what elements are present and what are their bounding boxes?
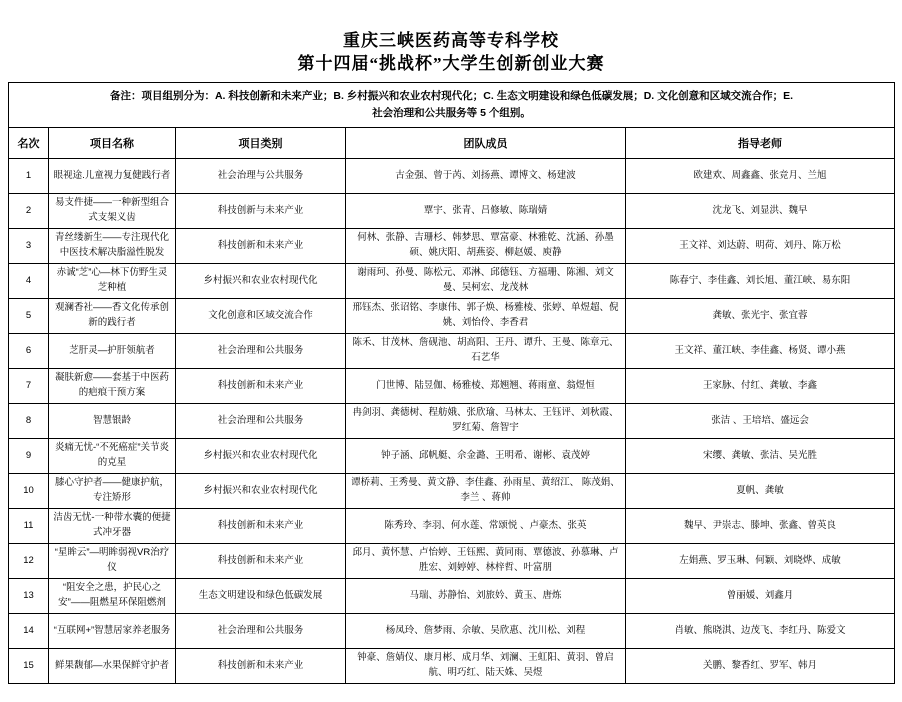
project-name-cell: “互联网+”智慧居家养老服务 [49, 613, 176, 648]
advisors-cell: 曾丽媛、刘鑫月 [626, 578, 895, 613]
title-line-2: 第十四届“挑战杯”大学生创新创业大赛 [297, 53, 605, 73]
note-line-2: 社会治理和公共服务等 5 个组别。 [372, 106, 531, 119]
category-cell: 社会治理和公共服务 [176, 403, 346, 438]
advisors-cell: 夏帆、龚敏 [626, 473, 895, 508]
members-cell: 陈禾、甘茂林、詹砚池、胡高阳、王丹、谭升、王曼、陈章元、石艺华 [346, 333, 626, 368]
members-cell: 钟子涵、邱帆艇、佘金潞、王明希、谢彬、袁茂婷 [346, 438, 626, 473]
project-name-cell: 赤诚“芝”心—林下仿野生灵芝种植 [49, 263, 176, 298]
advisors-cell: 关鹏、黎香红、罗军、韩月 [626, 648, 895, 683]
advisors-cell: 沈龙飞、刘显洪、魏早 [626, 193, 895, 228]
table-row [9, 333, 895, 368]
table-row [9, 298, 895, 333]
rank-cell: 9 [9, 438, 49, 473]
advisors-cell: 张洁 、王培培、盛远会 [626, 403, 895, 438]
category-cell: 科技创新和未来产业 [176, 368, 346, 403]
advisors-cell: 宋缨、龚敏、张洁、吴光胜 [626, 438, 895, 473]
category-cell: 社会治理和公共服务 [176, 333, 346, 368]
table-row [9, 473, 895, 508]
results-table [8, 82, 895, 684]
project-name-cell: 凝肤新愈——套基于中医药的疤痕干预方案 [49, 368, 176, 403]
category-cell: 文化创意和区域交流合作 [176, 298, 346, 333]
category-cell: 生态文明建设和绿色低碳发展 [176, 578, 346, 613]
members-cell: 谢雨珂、孙曼、陈松元、邓淋、邱德钰、方福珊、陈湘、刘文曼、吴柯宏、龙茂林 [346, 263, 626, 298]
column-header-members: 团队成员 [346, 127, 626, 158]
note-cell [9, 82, 895, 127]
rank-cell: 5 [9, 298, 49, 333]
project-name-cell: 眼视途.儿童视力复健践行者 [49, 158, 176, 193]
members-cell: 何林、张静、吉珊杉、韩梦思、覃富豪、林雅乾、沈涵、孙墨硕、姚庆阳、胡燕姿、柳赵媛、庾静 [346, 228, 626, 263]
rank-cell: 11 [9, 508, 49, 543]
column-header-advisors: 指导老师 [626, 127, 895, 158]
advisors-cell: 左娟燕、罗玉琳、何颖、刘晓烨、成敏 [626, 543, 895, 578]
rank-cell: 15 [9, 648, 49, 683]
project-name-cell: 鲜果馥郁—水果保鲜守护者 [49, 648, 176, 683]
table-row [9, 578, 895, 613]
category-cell: 社会治理与公共服务 [176, 158, 346, 193]
project-name-cell: 膝心守护者——健康护航，专注矫形 [49, 473, 176, 508]
rank-cell: 13 [9, 578, 49, 613]
project-name-cell: 洁齿无忧-一种带水囊的便捷式冲牙器 [49, 508, 176, 543]
category-cell: 科技创新和未来产业 [176, 228, 346, 263]
category-cell: 乡村振兴和农业农村现代化 [176, 473, 346, 508]
rank-cell: 3 [9, 228, 49, 263]
category-cell: 科技创新与未来产业 [176, 193, 346, 228]
rank-cell: 7 [9, 368, 49, 403]
results-table-body [9, 158, 895, 683]
project-name-cell: “阻安全之患，护民心之安”——阻燃星环保阻燃剂 [49, 578, 176, 613]
members-cell: 门世博、陆昱伽、杨雅棱、郑翘翘、蒋雨童、翁煜恒 [346, 368, 626, 403]
rank-cell: 2 [9, 193, 49, 228]
rank-cell: 1 [9, 158, 49, 193]
advisors-cell: 肖敏、熊晓淇、边茂飞、李红丹、陈爱文 [626, 613, 895, 648]
project-name-cell: 观澜香社——香文化传承创新的践行者 [49, 298, 176, 333]
members-cell: 邱月、黄怀慧、卢怡婷、王钰熙、黄同雨、覃德波、孙慕琳、卢胜宏、刘婷婷、林梓哲、叶富朋 [346, 543, 626, 578]
table-row [9, 403, 895, 438]
members-cell: 钟豪、詹婧仪、康月彬、成月华、刘澜、王虹阳、黄羽、曾启航、明巧红、陆天姝、吴煜 [346, 648, 626, 683]
column-header-rank: 名次 [9, 127, 49, 158]
category-cell: 科技创新和未来产业 [176, 543, 346, 578]
title-line-1: 重庆三峡医药高等专科学校 [343, 31, 559, 50]
members-cell: 邢钰杰、张诏铭、李康伟、郭子焕、杨雅棱、张婷、单煜超、倪姚、刘怡伶、李香君 [346, 298, 626, 333]
rank-cell: 4 [9, 263, 49, 298]
project-name-cell: 青丝缕新生——专注现代化中医技术解决脂溢性脱发 [49, 228, 176, 263]
rank-cell: 12 [9, 543, 49, 578]
members-cell: 陈秀玲、李羽、何水莲、常颂悦 、卢豪杰、张英 [346, 508, 626, 543]
members-cell: 谭桥莉、王秀曼、黄文静、李佳鑫、孙雨星、黄绍江、 陈茂娟、 李兰 、蒋帅 [346, 473, 626, 508]
project-name-cell: “星眸云”—明眸弱视VR治疗仪 [49, 543, 176, 578]
project-name-cell: 芝肝灵—护肝领航者 [49, 333, 176, 368]
members-cell: 冉剑羽、龚德树、程舫娥、张欣瑜、马林太、王钰评、刘秋霞、罗红菊、詹智宇 [346, 403, 626, 438]
document-title [0, 0, 902, 76]
advisors-cell: 王文祥、刘达蔚、明荷、刘丹、陈万松 [626, 228, 895, 263]
column-header-project-name: 项目名称 [49, 127, 176, 158]
advisors-cell: 欧建欢、周鑫鑫、张竞月、兰旭 [626, 158, 895, 193]
table-row [9, 438, 895, 473]
advisors-cell: 王文祥、董江峡、李佳鑫、杨贤、谭小燕 [626, 333, 895, 368]
table-row [9, 648, 895, 683]
rank-cell: 6 [9, 333, 49, 368]
table-row [9, 613, 895, 648]
members-cell: 覃宇、张青、吕修敏、陈瑞婧 [346, 193, 626, 228]
project-name-cell: 炎痛无忧-“不死癌症”关节炎的克星 [49, 438, 176, 473]
rank-cell: 10 [9, 473, 49, 508]
table-row [9, 263, 895, 298]
note-row [9, 82, 895, 127]
table-row [9, 158, 895, 193]
rank-cell: 8 [9, 403, 49, 438]
project-name-cell: 智慧银龄 [49, 403, 176, 438]
advisors-cell: 陈春宁、李佳鑫、刘长旭、董江峡、易东阳 [626, 263, 895, 298]
table-header-row [9, 127, 895, 158]
column-header-category: 项目类别 [176, 127, 346, 158]
table-row [9, 508, 895, 543]
advisors-cell: 魏早、尹崇志、滕坤、张鑫、曾英良 [626, 508, 895, 543]
advisors-cell: 王家脉、付红、龚敏、李鑫 [626, 368, 895, 403]
category-cell: 科技创新和未来产业 [176, 508, 346, 543]
project-name-cell: 易支件捷——一种新型组合式支架义齿 [49, 193, 176, 228]
category-cell: 乡村振兴和农业农村现代化 [176, 263, 346, 298]
advisors-cell: 龚敏、张光宇、张宜蓉 [626, 298, 895, 333]
category-cell: 科技创新和未来产业 [176, 648, 346, 683]
members-cell: 马瑞、苏静怡、刘旅妗、黄玉、唐炼 [346, 578, 626, 613]
category-cell: 社会治理和公共服务 [176, 613, 346, 648]
members-cell: 古金强、曾于芮、刘扬燕、谭博文、杨建波 [346, 158, 626, 193]
table-row [9, 543, 895, 578]
members-cell: 杨凤玲、詹梦雨、佘敏、吴欣惠、沈川松、刘程 [346, 613, 626, 648]
note-line-1: 备注：项目组别分为：A. 科技创新和未来产业；B. 乡村振兴和农业农村现代化；C. 生态文明建设和绿色低碳发展；D. 文化创意和区域交流合作；E. [109, 90, 794, 103]
table-row [9, 368, 895, 403]
table-row [9, 193, 895, 228]
table-row [9, 228, 895, 263]
rank-cell: 14 [9, 613, 49, 648]
category-cell: 乡村振兴和农业农村现代化 [176, 438, 346, 473]
